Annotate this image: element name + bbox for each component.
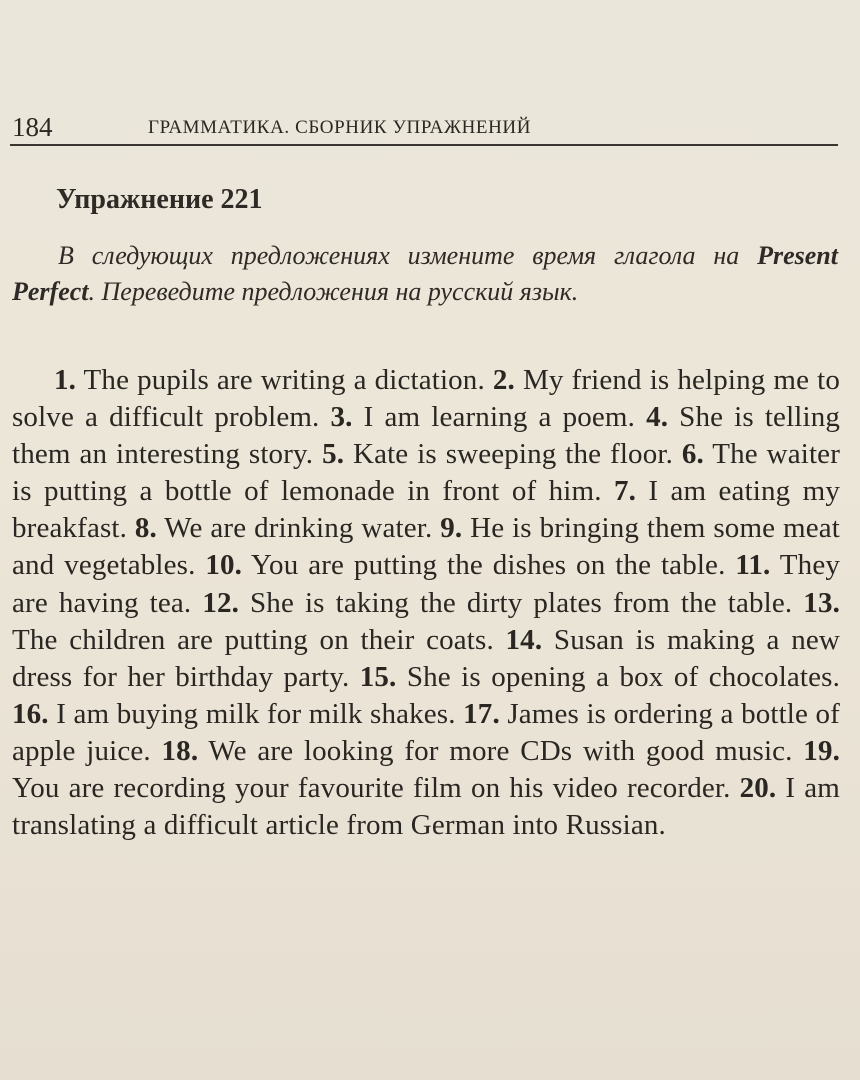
sentence-text: She is opening a box of chocolates. [396, 660, 840, 693]
sentence-number: 1. [54, 364, 77, 396]
sentence-number: 3. [330, 401, 353, 434]
sentence-text: I am buying milk for milk shakes. [48, 697, 464, 730]
sentence-number: 17. [463, 697, 500, 730]
sentence-item [331, 401, 647, 433]
sentence-text: The children are putting on their coats. [12, 623, 506, 656]
exercise-instruction [12, 238, 838, 310]
sentence-number: 15. [359, 660, 397, 693]
sentence-item [322, 438, 682, 470]
running-title: ГРАММАТИКА. СБОРНИК УПРАЖНЕНИЙ [148, 117, 532, 138]
sentence-number: 6. [681, 438, 704, 471]
sentence-item [205, 549, 735, 581]
sentence-number: 8. [134, 512, 157, 545]
sentence-text: Susan is making a new dress for her birthday party. [12, 623, 840, 693]
sentence-number: 2. [492, 364, 515, 396]
sentence-number: 12. [202, 586, 240, 619]
sentence-text: James is ordering a bottle of apple juice. [12, 697, 840, 767]
instruction-text-2: . Переведите предложения на русский язык. [88, 277, 579, 306]
running-head [10, 110, 838, 146]
sentence-text: I am learning a poem. [352, 401, 647, 434]
sentence-number: 16. [12, 697, 49, 730]
sentence-text: They are having tea. [12, 549, 840, 619]
sentence-text: We are drinking water. [156, 512, 441, 545]
sentence-number: 20. [739, 772, 777, 805]
sentence-number: 11. [735, 549, 771, 582]
sentence-number: 13. [803, 586, 840, 619]
sentence-text: Kate is sweeping the floor. [344, 438, 682, 471]
page-number: 184 [12, 112, 53, 142]
sentence-text: She is taking the dirty plates from the table. [239, 586, 804, 619]
instruction-tense-term: Present Perfect [12, 241, 838, 306]
instruction-text-1: В следующих предложениях измените время глагола на [58, 241, 758, 270]
sentence-number: 10. [205, 549, 243, 582]
exercise-sentences [12, 362, 840, 844]
sentence-text: The pupils are writing a dictation. [76, 364, 493, 396]
sentence-number: 5. [322, 438, 345, 471]
sentence-text: She is telling them an interesting story. [12, 401, 841, 471]
sentence-number: 18. [161, 734, 199, 767]
sentence-text: He is bringing them some meat and vegetables. [12, 512, 840, 582]
sentence-text: My friend is helping me to solve a difficult problem. [12, 364, 840, 434]
sentence-item [360, 661, 840, 693]
sentence-text: I am translating a difficult article from German into Russian. [12, 772, 840, 842]
sentence-number: 7. [613, 475, 636, 508]
sentence-item [12, 698, 463, 730]
sentence-number: 14. [505, 623, 543, 656]
sentence-text: I am eating my breakfast. [12, 475, 840, 545]
sentence-text: We are looking for more CDs with good music. [198, 734, 804, 767]
sentence-number: 9. [440, 512, 463, 545]
sentence-text: You are recording your favourite film on his video recorder. [12, 772, 740, 805]
exercise-title: Упражнение 221 [56, 184, 263, 215]
sentence-text: You are putting the dishes on the table. [242, 549, 736, 582]
sentence-number: 4. [646, 401, 669, 434]
sentence-item [202, 587, 803, 619]
sentence-item [162, 735, 804, 767]
sentence-item [54, 364, 493, 396]
sentence-text: The waiter is putting a bottle of lemonade in front of him. [12, 438, 841, 508]
sentence-number: 19. [803, 734, 840, 767]
sentence-item [135, 512, 440, 544]
